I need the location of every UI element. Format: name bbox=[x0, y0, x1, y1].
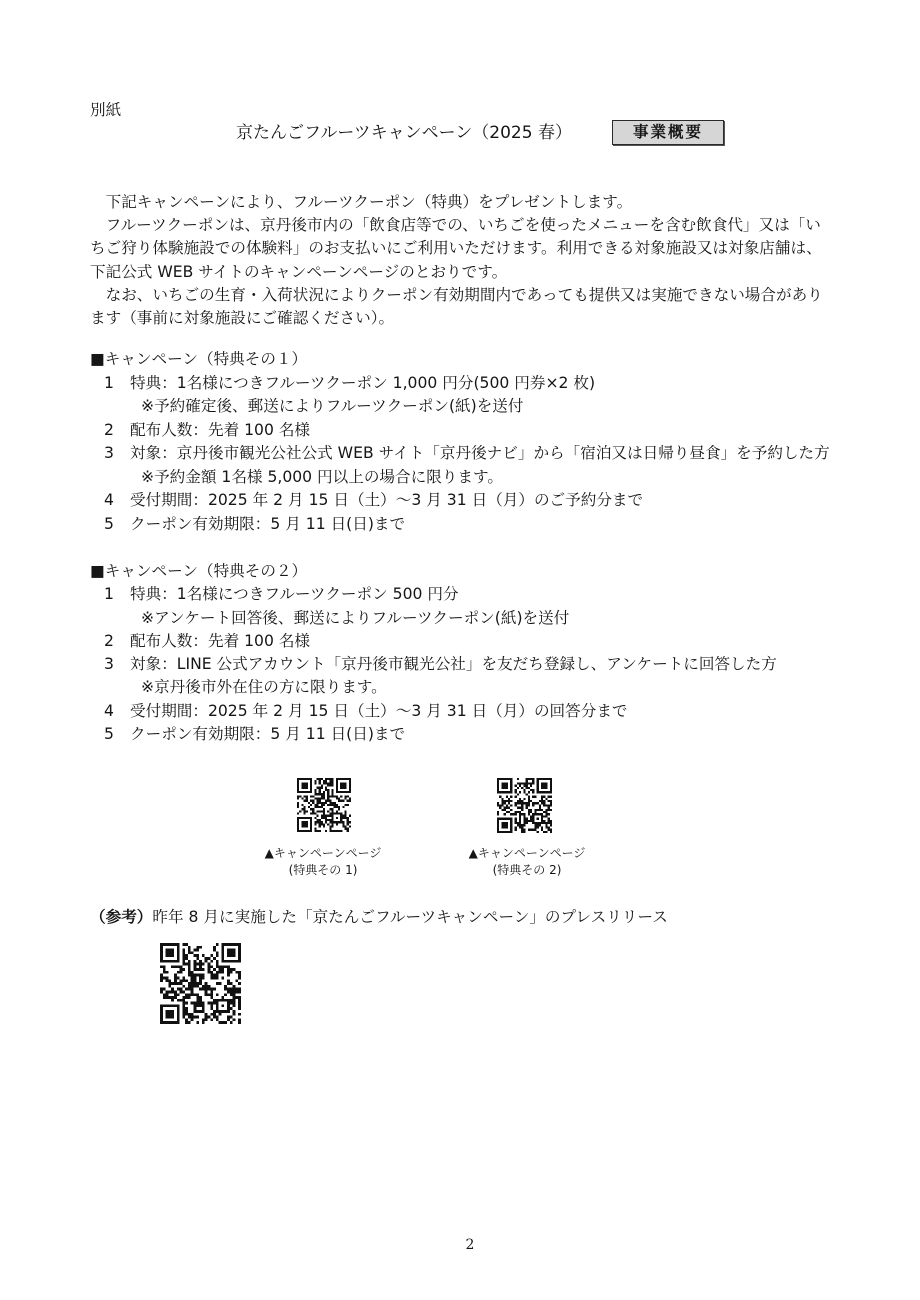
item-note: ※予約確定後、郵送によりフルーツクーポン(紙)を送付 bbox=[141, 397, 524, 416]
qr-code-campaign-2 bbox=[497, 778, 552, 833]
item-number: 1 bbox=[104, 373, 114, 392]
page-number: 2 bbox=[465, 1237, 475, 1253]
item-text: 配布人数：先着 100 名様 bbox=[130, 631, 311, 650]
item-number: 4 bbox=[104, 491, 114, 510]
campaign-item bbox=[90, 723, 777, 746]
item-note: ※京丹後市外在住の方に限ります。 bbox=[141, 678, 387, 697]
intro-line: フルーツクーポンは、京丹後市内の「飲食店等での、いちごを使ったメニューを含む飲食代」又は「い bbox=[105, 216, 821, 235]
qr-caption-campaign-1 bbox=[253, 845, 393, 879]
qr-caption-sub: (特典その 2) bbox=[492, 863, 562, 877]
item-text: 特典：1名様につきフルーツクーポン 1,000 円分(500 円券×2 枚) bbox=[130, 373, 596, 392]
item-note: ※アンケート回答後、郵送によりフルーツクーポン(紙)を送付 bbox=[141, 608, 570, 627]
campaign-item bbox=[90, 442, 830, 466]
item-text: 受付期間：2025 年 2 月 15 日（土）～3 月 31 日（月）のご予約分まで bbox=[130, 491, 644, 510]
qr-code-campaign-1 bbox=[297, 778, 351, 832]
item-number: 5 bbox=[104, 514, 114, 533]
campaign-1-section bbox=[90, 348, 830, 537]
campaign-item bbox=[90, 630, 777, 653]
item-text: 特典：1名様につきフルーツクーポン 500 円分 bbox=[130, 585, 459, 604]
item-text: 配布人数：先着 100 名様 bbox=[130, 420, 311, 439]
qr-code-press-release bbox=[160, 943, 241, 1024]
intro-line: なお、いちごの生育・入荷状況によりクーポン有効期間内であっても提供又は実施できない場合があり bbox=[105, 285, 823, 304]
qr-caption-campaign-2 bbox=[457, 845, 597, 879]
item-number: 2 bbox=[104, 631, 114, 650]
campaign-2-section bbox=[90, 560, 777, 746]
campaign-item bbox=[90, 419, 830, 443]
item-text: 受付期間：2025 年 2 月 15 日（土）～3 月 31 日（月）の回答分まで bbox=[130, 701, 628, 720]
item-text: 対象：LINE 公式アカウント「京丹後市観光公社」を友だち登録し、アンケートに回答した方 bbox=[130, 655, 777, 674]
annex-label: 別紙 bbox=[90, 101, 122, 119]
intro-line: ます（事前に対象施設にご確認ください）。 bbox=[90, 308, 395, 327]
item-number: 3 bbox=[104, 655, 114, 674]
page-title: 京たんごフルーツキャンペーン（2025 春） bbox=[236, 123, 572, 143]
campaign-item bbox=[90, 513, 830, 537]
campaign-item bbox=[90, 700, 777, 723]
campaign-item bbox=[90, 583, 777, 606]
reference-label: （参考） bbox=[90, 908, 153, 926]
qr-caption-title: ▲キャンペーンページ bbox=[468, 846, 586, 860]
item-text: 対象：京丹後市観光公社公式 WEB サイト「京丹後ナビ」から「宿泊又は日帰り昼食」を予約した方 bbox=[130, 444, 830, 463]
item-number: 2 bbox=[104, 420, 114, 439]
intro-line: 下記公式 WEB サイトのキャンペーンページのとおりです。 bbox=[90, 262, 508, 281]
campaign-item bbox=[90, 489, 830, 513]
item-number: 5 bbox=[104, 725, 114, 744]
item-number: 3 bbox=[104, 444, 114, 463]
title-badge: 事業概要 bbox=[612, 120, 724, 145]
item-number: 1 bbox=[104, 585, 114, 604]
qr-caption-sub: (特典その 1) bbox=[288, 863, 358, 877]
intro-text bbox=[90, 191, 823, 330]
qr-caption-title: ▲キャンペーンページ bbox=[264, 846, 382, 860]
intro-line: 下記キャンペーンにより、フルーツクーポン（特典）をプレゼントします。 bbox=[105, 193, 633, 211]
item-text: クーポン有効期限：5 月 11 日(日)まで bbox=[130, 514, 406, 533]
intro-line: ちご狩り体験施設での体験料」のお支払いにご利用いただけます。利用できる対象施設又は対象店舗は、 bbox=[90, 239, 822, 258]
campaign-heading: ■キャンペーン（特典その１） bbox=[90, 350, 308, 368]
reference-line bbox=[90, 906, 668, 929]
item-text: クーポン有効期限：5 月 11 日(日)まで bbox=[130, 725, 406, 744]
campaign-item bbox=[90, 653, 777, 676]
reference-text: 昨年 8 月に実施した「京たんごフルーツキャンペーン」のプレスリリース bbox=[152, 908, 668, 926]
campaign-item bbox=[90, 372, 830, 396]
item-note: ※予約金額 1名様 5,000 円以上の場合に限ります。 bbox=[141, 467, 503, 486]
campaign-heading: ■キャンペーン（特典その２） bbox=[90, 562, 308, 580]
item-number: 4 bbox=[104, 701, 114, 720]
